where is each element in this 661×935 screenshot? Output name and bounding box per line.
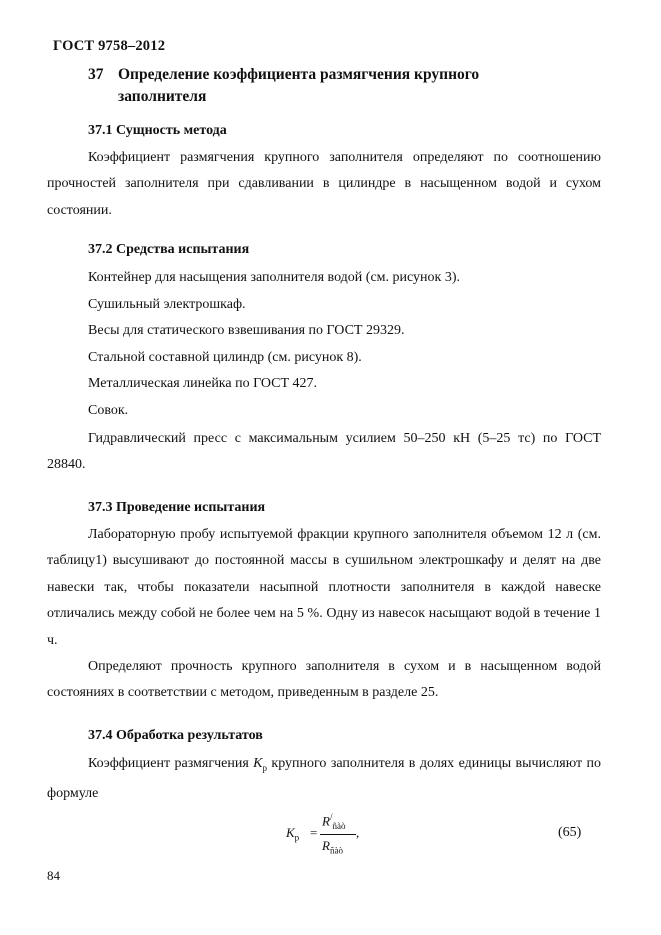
formula-lhs-symbol: K	[286, 825, 295, 840]
formula-numerator-subscript: ñàò	[332, 820, 346, 831]
subsection-heading-results: 37.4 Обработка результатов	[88, 728, 263, 743]
equipment-item: Весы для статического взвешивания по ГОСТ 29329.	[88, 323, 405, 338]
formula-numerator-symbol: R	[322, 813, 330, 829]
fraction-bar	[320, 834, 356, 835]
formula-lhs	[286, 825, 299, 843]
procedure-text-2: Определяют прочность крупного заполнителя в сухом и в насыщенном водой состояниях в соответствии с методом, приведенным в разделе 25.	[47, 659, 601, 701]
press-text: Гидравлический пресс с максимальным усилием 50–250 кН (5–25 тс) по ГОСТ 28840.	[47, 431, 601, 473]
softening-coefficient-symbol	[253, 756, 267, 771]
formula-comma: ,	[356, 825, 360, 840]
subsection-heading-equipment: 37.2 Средства испытания	[88, 242, 250, 257]
section-title-line2: заполнителя	[118, 88, 207, 105]
results-paragraph	[47, 751, 601, 808]
essence-text: Коэффициент размягчения крупного заполнителя определяют по соотношению прочностей заполнителя при сдавливании в цилиндре в насыщенном водой и сухом состоянии.	[47, 150, 601, 218]
formula-lhs-subscript: р	[294, 832, 300, 843]
press-paragraph	[47, 426, 601, 479]
formula-equals: =	[310, 825, 318, 840]
formula-denominator	[322, 838, 343, 856]
equipment-item: Совок.	[88, 403, 129, 418]
formula-denominator-symbol: R	[322, 838, 330, 853]
formula-numerator	[322, 812, 345, 831]
equipment-item: Контейнер для насыщения заполнителя водой (см. рисунок 3).	[88, 270, 460, 285]
procedure-paragraph-1	[47, 522, 601, 654]
section-title-line1: Определение коэффициента размягчения крупного	[118, 66, 480, 83]
essence-paragraph	[47, 145, 601, 224]
formula-denominator-subscript: ñàò	[329, 845, 343, 856]
equipment-item: Металлическая линейка по ГОСТ 427.	[88, 376, 318, 391]
procedure-text-1: Лабораторную пробу испытуемой фракции крупного заполнителя объемом 12 л (см. таблицу1) высушивают до постоянной массы в сушильном электрошкафу и делят на две навески так, чтобы показатели насыпной плотности заполнителя в каждой навеске отличались между собой не более чем на 5 %. Одну из навесок насыщают водой в течение 1 ч.	[47, 527, 601, 648]
subsection-heading-essence: 37.1 Сущность метода	[88, 123, 227, 138]
section-number: 37	[88, 66, 104, 83]
formula	[282, 812, 402, 862]
symbol-k-subscript: р	[262, 762, 268, 773]
procedure-paragraph-2	[47, 654, 601, 707]
subsection-heading-procedure: 37.3 Проведение испытания	[88, 500, 266, 515]
equation-number: (65)	[558, 825, 582, 840]
equipment-item: Стальной составной цилиндр (см. рисунок 8).	[88, 350, 362, 365]
page-number: 84	[47, 868, 60, 883]
results-text-end: крупного заполнителя в долях единицы вычисляют по формуле	[47, 756, 601, 802]
section-heading	[88, 64, 479, 108]
results-text-start: Коэффициент размягчения	[88, 756, 254, 771]
equipment-item: Сушильный электрошкаф.	[88, 297, 246, 312]
formula-numerator-prime: /	[329, 812, 333, 822]
standard-code: ГОСТ 9758–2012	[53, 38, 166, 54]
symbol-k: K	[253, 756, 263, 771]
